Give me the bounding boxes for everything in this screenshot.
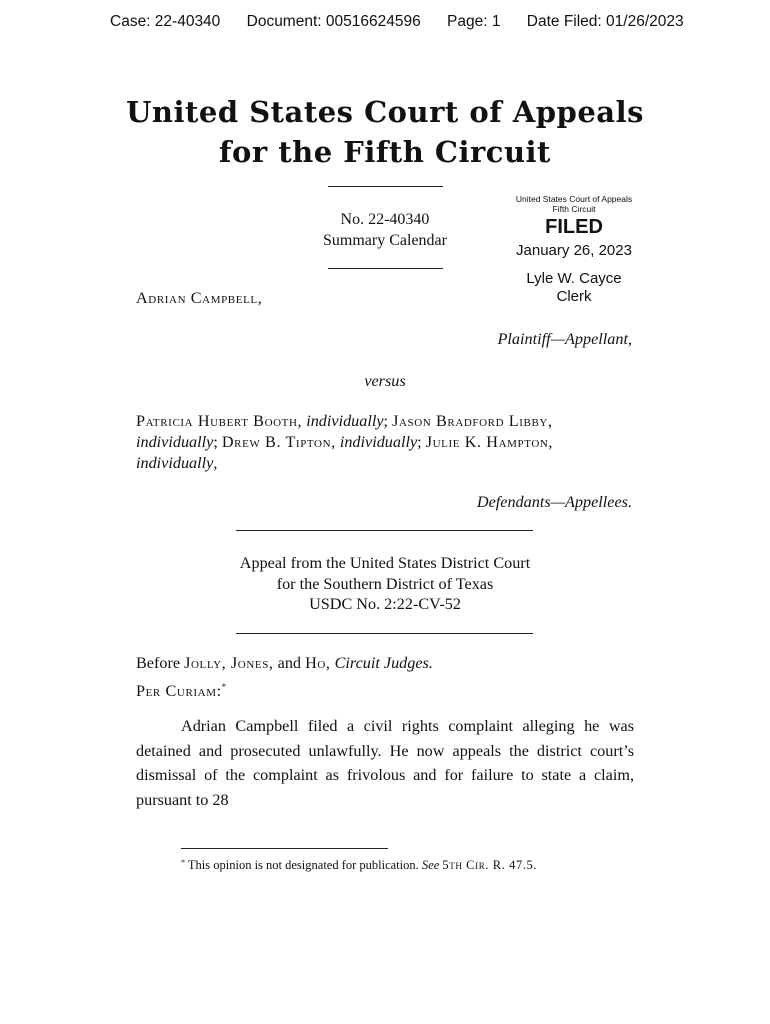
footnote (181, 858, 537, 873)
page-number-header: Page: 1 (447, 13, 501, 30)
stamp-clerk-title: Clerk (556, 288, 592, 305)
footnote-divider (181, 848, 388, 849)
appeal-line1: Appeal from the United States District Court (239, 554, 531, 572)
qualifier-individually: individually (136, 454, 214, 472)
divider-case (328, 268, 443, 269)
per-curiam-label: Per Curiam: (136, 682, 222, 700)
divider-appeal-bottom (236, 633, 533, 634)
footnote-see: See (421, 858, 440, 872)
footnote-marker: * (221, 682, 227, 692)
defendant-libby: Jason Bradford Libby, (392, 412, 553, 430)
appeal-line2: for the Southern District of Texas (276, 574, 494, 593)
calendar-type: Summary Calendar (323, 232, 447, 249)
divider-top (328, 186, 443, 187)
panel-judge-ho: Ho, (305, 654, 331, 672)
footnote-text: This opinion is not designated for publication. (187, 858, 419, 872)
stamp-court: United States Court of Appeals (515, 194, 633, 204)
panel-and: and (277, 654, 302, 672)
appeal-line3: USDC No. 2:22-CV-52 (309, 595, 461, 613)
footnote-marker-small: * (181, 858, 185, 867)
stamp-circuit: Fifth Circuit (552, 204, 596, 214)
document-number-header: Document: 00516624596 (246, 13, 421, 30)
date-filed-header: Date Filed: 01/26/2023 (526, 13, 684, 30)
divider-appeal-top (236, 530, 533, 531)
panel-title: Circuit Judges. (334, 654, 433, 672)
panel-line (136, 654, 433, 673)
stamp-date: January 26, 2023 (516, 242, 632, 259)
defendants-role: Defendants—Appellees. (476, 493, 632, 511)
defendant-hampton: Julie K. Hampton, (425, 433, 554, 451)
court-title-line1: United States Court of Appeals (126, 95, 644, 129)
filed-stamp (499, 194, 649, 307)
versus-label: versus (364, 372, 406, 390)
opinion-body (136, 714, 634, 812)
plaintiff-name: Adrian Campbell, (136, 289, 263, 307)
per-curiam (136, 682, 226, 701)
panel-judges: Jolly, Jones, (184, 654, 274, 672)
plaintiff-role: Plaintiff—Appellant, (497, 330, 632, 348)
stamp-status: FILED (545, 216, 603, 238)
case-number-header: Case: 22-40340 (110, 13, 221, 30)
qualifier-individually: individually (339, 433, 418, 451)
filing-header (110, 13, 684, 31)
qualifier-individually: individually (136, 433, 214, 451)
defendant-booth: Patricia Hubert Booth, (136, 412, 303, 430)
defendants-list: Patricia Hubert Booth, individually; Jason Bradford Libby, individually; Drew B. Tipton, individually; Julie K. Hampton, individually, (136, 412, 554, 472)
panel-before: Before (136, 654, 181, 672)
case-info (300, 209, 470, 251)
court-title (0, 92, 770, 172)
appeal-caption (0, 553, 770, 615)
docket-number: No. 22-40340 (340, 211, 430, 228)
defendant-tipton: Drew B. Tipton, (221, 433, 336, 451)
stamp-clerk-name: Lyle W. Cayce (526, 270, 622, 287)
qualifier-individually: individually (306, 412, 384, 430)
footnote-cite: 5th Cir. R. 47.5. (442, 858, 538, 872)
court-title-line2: for the Fifth Circuit (219, 135, 551, 169)
opinion-paragraph: Adrian Campbell filed a civil rights complaint alleging he was detained and prosecuted unlawfully. He now appeals the district court’s dismissal of the complaint as frivolous and for failure to state a claim, pursuant to 28 (136, 717, 634, 809)
